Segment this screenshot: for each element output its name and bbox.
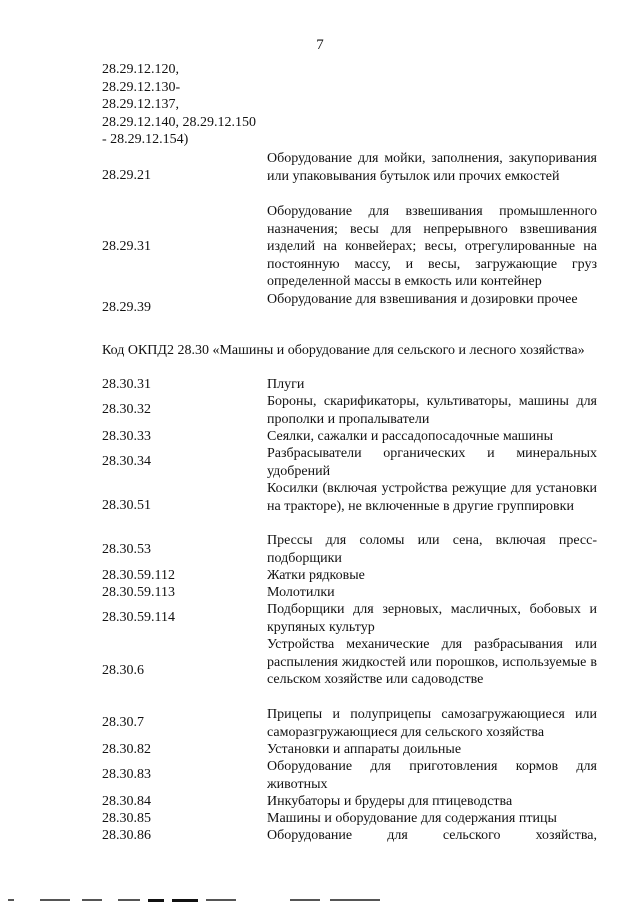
row-code: 28.30.6 [102, 663, 144, 678]
table-row [102, 480, 597, 533]
row-code: 28.30.51 [102, 498, 151, 513]
row-description: Сеялки, сажалки и рассадопосадочные машины [267, 429, 553, 444]
preceding-codes [102, 61, 256, 149]
code-line: 28.29.12.137, [102, 97, 179, 112]
row-code: 28.30.84 [102, 794, 151, 809]
row-code: 28.30.33 [102, 429, 151, 444]
code-line: 28.29.12.130- [102, 79, 181, 95]
row-description: Разбрасыватели органических и минеральных удобрений [267, 446, 597, 479]
row-description: Оборудование для приготовления кормов для животных [267, 759, 597, 792]
row-description: Молотилки [267, 585, 335, 600]
row-description: Прессы для соломы или сена, включая пресс-подборщики [267, 533, 597, 566]
table-row [102, 428, 597, 446]
row-description: Машины и оборудование для содержания птицы [267, 811, 557, 826]
row-description: Устройства механические для разбрасывания или распыления жидкостей или порошков, используемые в сельском хозяйстве или садоводстве [267, 637, 597, 687]
row-code: 28.30.7 [102, 715, 144, 730]
table-row [102, 445, 597, 480]
row-code: 28.29.31 [102, 239, 151, 254]
table-row [102, 636, 597, 707]
row-code: 28.29.39 [102, 300, 151, 315]
row-code: 28.30.31 [102, 377, 151, 392]
section-heading: Код ОКПД2 28.30 «Машины и оборудование для сельского и лесного хозяйства» [102, 343, 585, 358]
code-line: - 28.29.12.154) [102, 132, 189, 147]
row-description: Жатки рядковые [267, 568, 365, 583]
row-code: 28.30.85 [102, 811, 151, 826]
code-line: 28.29.12.120, [102, 62, 179, 77]
row-description: Плуги [267, 377, 305, 392]
row-description: Оборудование для мойки, заполнения, закупоривания или упаковывания бутылок или прочих емкостей [267, 151, 597, 184]
row-code: 28.30.83 [102, 767, 151, 782]
table-row [102, 741, 597, 759]
row-code: 28.30.82 [102, 742, 151, 757]
scan-artifact [0, 897, 640, 903]
table-row [102, 150, 597, 203]
row-description: Бороны, скарификаторы, культиваторы, машины для прополки и пропалыватели [267, 394, 597, 427]
row-description: Оборудование для взвешивания промышленного назначения; весы для непрерывного взвешивания изделий на конвейерах; весы, отрегулированные на постоянную массу, и весы, загружающие груз определенной массы в емкость или контейнер [267, 204, 597, 289]
table-row [102, 601, 597, 636]
table-row [102, 203, 597, 291]
table-row [102, 393, 597, 428]
row-description: Оборудование для взвешивания и дозировки прочее [267, 292, 578, 307]
page-number: 7 [316, 37, 324, 53]
row-code: 28.30.59.112 [102, 568, 175, 583]
table-row [102, 532, 597, 567]
table-row [102, 584, 597, 602]
table-row [102, 827, 597, 845]
row-description: Установки и аппараты доильные [267, 742, 462, 757]
row-code: 28.30.59.113 [102, 585, 175, 600]
row-description: Оборудование для сельского хозяйства, [267, 828, 597, 843]
table-row [102, 793, 597, 811]
row-code: 28.30.34 [102, 454, 151, 469]
code-line: 28.29.12.140, 28.29.12.150 [102, 114, 256, 130]
row-code: 28.30.59.114 [102, 610, 175, 625]
row-description: Инкубаторы и брудеры для птицеводства [267, 794, 513, 809]
row-code: 28.30.86 [102, 828, 151, 843]
row-code: 28.29.21 [102, 168, 151, 183]
table-row [102, 376, 597, 394]
row-description: Прицепы и полуприцепы самозагружающиеся или саморазгружающиеся для сельского хозяйства [267, 707, 597, 740]
row-code: 28.30.32 [102, 402, 151, 417]
row-description: Косилки (включая устройства режущие для установки на тракторе), не включенные в другие группировки [267, 481, 597, 514]
table-row [102, 291, 597, 327]
table-row [102, 706, 597, 741]
table-row [102, 758, 597, 793]
row-description: Подборщики для зерновых, масличных, бобовых и крупяных культур [267, 602, 597, 635]
table-row [102, 567, 597, 585]
row-code: 28.30.53 [102, 542, 151, 557]
table-row [102, 810, 597, 828]
